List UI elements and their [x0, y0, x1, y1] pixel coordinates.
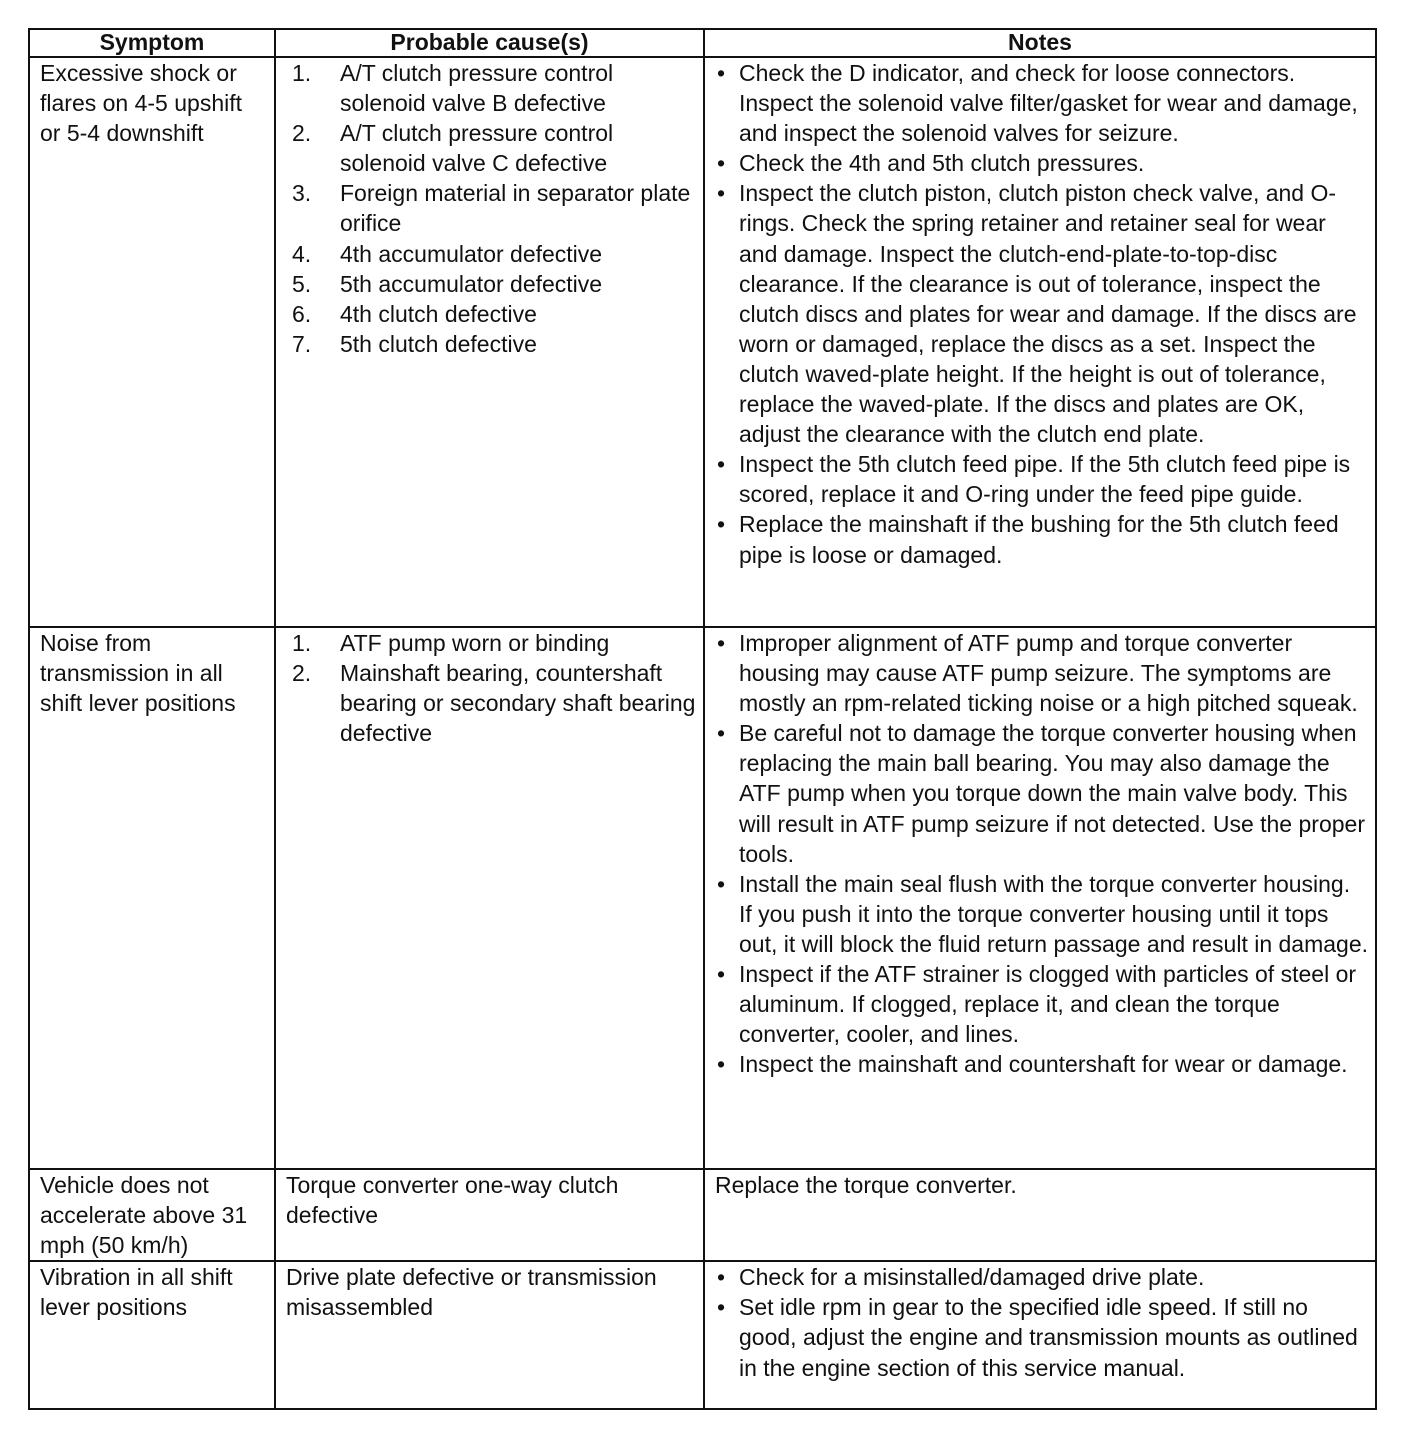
cause-item — [288, 329, 697, 359]
causes-list — [288, 628, 697, 748]
note-item: • Inspect the mainshaft and countershaft for wear or damage. — [715, 1049, 1369, 1079]
cause-item — [288, 118, 697, 178]
cause-number: 3. — [292, 180, 312, 207]
table-row — [29, 1169, 1376, 1261]
cause-number: 1. — [292, 60, 312, 86]
note-item: • Check the D indicator, and check for loose connectors. Inspect the solenoid valve filter/gasket for wear and damage, and inspect the solenoid valves for seizure. — [715, 58, 1369, 148]
table-row — [29, 1261, 1376, 1409]
table-row — [29, 57, 1376, 627]
cause-text: Foreign material in separator plate orifice — [340, 180, 691, 237]
cause-item — [288, 178, 697, 238]
symptom-cell: Vibration in all shift lever positions — [29, 1261, 275, 1409]
notes-list — [715, 1262, 1369, 1382]
cause-item — [288, 628, 697, 658]
cause-text: Mainshaft bearing, countershaft bearing or secondary shaft bearing defective — [340, 660, 696, 747]
notes-list — [715, 628, 1369, 1079]
cause-number: 6. — [292, 300, 312, 327]
cause-number: 2. — [292, 120, 312, 147]
causes-list — [288, 58, 697, 359]
cause-text: 5th accumulator defective — [340, 270, 603, 297]
note-item: • Replace the mainshaft if the bushing for the 5th clutch feed pipe is loose or damaged. — [715, 509, 1369, 569]
symptom-cell: Noise from transmission in all shift lever positions — [29, 627, 275, 1169]
causes-cell: Drive plate defective or transmission misassembled — [275, 1261, 704, 1409]
header-row — [29, 29, 1376, 57]
table-row — [29, 627, 1376, 1169]
notes-cell — [704, 1261, 1376, 1409]
cause-number: 5. — [292, 270, 312, 297]
cause-item — [288, 299, 697, 329]
notes-cell — [704, 627, 1376, 1169]
cause-item — [288, 58, 697, 118]
cause-text: A/T clutch pressure control solenoid valve C defective — [340, 120, 614, 177]
note-item: • Inspect the 5th clutch feed pipe. If the 5th clutch feed pipe is scored, replace it and O-ring under the feed pipe guide. — [715, 449, 1369, 509]
causes-cell: Torque converter one-way clutch defective — [275, 1169, 704, 1261]
cause-item — [288, 269, 697, 299]
cause-text: 4th accumulator defective — [340, 240, 603, 267]
note-item: • Check the 4th and 5th clutch pressures. — [715, 148, 1369, 178]
note-item: • Inspect the clutch piston, clutch piston check valve, and O-rings. Check the spring retainer and retainer seal for wear and damage. Inspect the clutch-end-plate-to-top-disc clearance. If the clearance is out of tolerance, inspect the clutch discs and plates for wear and damage. If the discs are worn or damaged, replace the discs as a set. Inspect the clutch waved-plate height. If the height is out of tolerance, replace the waved-plate. If the discs and plates are OK, adjust the clearance with the clutch end plate. — [715, 178, 1369, 449]
cause-text: 5th clutch defective — [340, 330, 537, 357]
causes-cell — [275, 627, 704, 1169]
cause-text: ATF pump worn or binding — [340, 630, 610, 656]
notes-cell: Replace the torque converter. — [704, 1169, 1376, 1261]
cause-number: 1. — [292, 630, 312, 656]
symptom-cell: Vehicle does not accelerate above 31 mph (50 km/h) — [29, 1169, 275, 1261]
cause-text: A/T clutch pressure control solenoid valve B defective — [340, 60, 614, 117]
cause-number: 7. — [292, 330, 312, 357]
notes-list — [715, 58, 1369, 570]
header-symptom: Symptom — [29, 29, 275, 57]
header-notes: Notes — [704, 29, 1376, 57]
causes-cell — [275, 57, 704, 627]
note-item: • Install the main seal flush with the torque converter housing. If you push it into the torque converter housing until it tops out, it will block the fluid return passage and result in damage. — [715, 869, 1369, 959]
symptom-cell: Excessive shock or flares on 4-5 upshift or 5-4 downshift — [29, 57, 275, 627]
note-item: • Improper alignment of ATF pump and torque converter housing may cause ATF pump seizure. The symptoms are mostly an rpm-related ticking noise or a high pitched squeak. — [715, 628, 1369, 718]
cause-text: 4th clutch defective — [340, 300, 537, 327]
header-probable-causes: Probable cause(s) — [275, 29, 704, 57]
note-item: • Check for a misinstalled/damaged drive plate. — [715, 1262, 1369, 1292]
troubleshooting-table — [28, 28, 1377, 1410]
cause-number: 4. — [292, 240, 312, 267]
cause-item — [288, 658, 697, 748]
cause-item — [288, 239, 697, 269]
note-item: • Set idle rpm in gear to the specified idle speed. If still no good, adjust the engine and transmission mounts as outlined in the engine section of this service manual. — [715, 1292, 1369, 1382]
notes-cell — [704, 57, 1376, 627]
note-item: • Inspect if the ATF strainer is clogged with particles of steel or aluminum. If clogged, replace it, and clean the torque converter, cooler, and lines. — [715, 959, 1369, 1049]
cause-number: 2. — [292, 660, 312, 687]
note-item: • Be careful not to damage the torque converter housing when replacing the main ball bearing. You may also damage the ATF pump when you torque down the main valve body. This will result in ATF pump seizure if not detected. Use the proper tools. — [715, 718, 1369, 868]
